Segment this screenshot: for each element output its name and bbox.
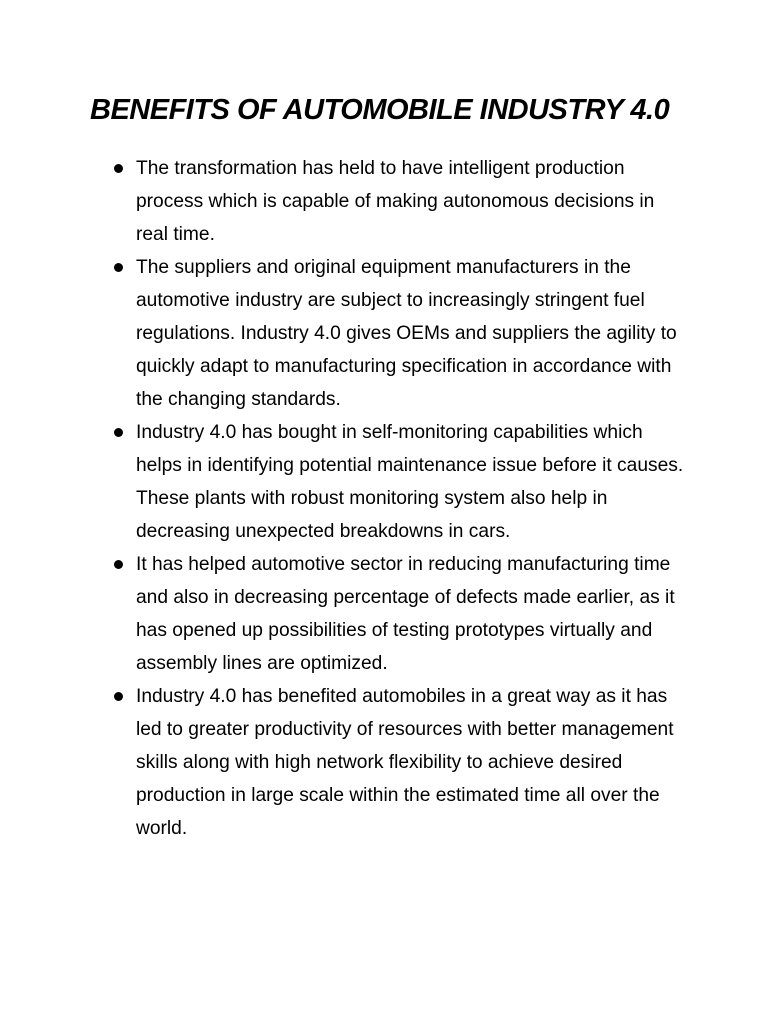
- bullet-list: [0, 152, 768, 845]
- bullet-item: [0, 680, 688, 845]
- bullet-icon: [114, 692, 123, 701]
- bullet-icon: [114, 263, 123, 272]
- bullet-item: [0, 416, 688, 548]
- bullet-item: [0, 251, 688, 416]
- document-title: BENEFITS OF AUTOMOBILE INDUSTRY 4.0: [90, 94, 670, 126]
- bullet-item: [0, 548, 688, 680]
- bullet-text: The suppliers and original equipment manufacturers in the automotive industry are subject to increasingly stringent fuel regulations. Industry 4.0 gives OEMs and suppliers the agility to quickly adapt to manufacturing specification in accordance with the changing standards.: [136, 257, 677, 410]
- bullet-text: The transformation has held to have intelligent production process which is capable of making autonomous decisions in real time.: [136, 158, 655, 245]
- bullet-icon: [114, 428, 123, 437]
- bullet-icon: [114, 164, 123, 173]
- bullet-text: Industry 4.0 has bought in self-monitoring capabilities which helps in identifying potential maintenance issue before it causes. These plants with robust monitoring system also help in decreasing unexpected breakdowns in cars.: [136, 422, 684, 542]
- bullet-item: [0, 152, 688, 251]
- bullet-icon: [114, 560, 123, 569]
- bullet-text: It has helped automotive sector in reducing manufacturing time and also in decreasing percentage of defects made earlier, as it has opened up possibilities of testing prototypes virtually and assembly lines are optimized.: [136, 554, 675, 674]
- bullet-text: Industry 4.0 has benefited automobiles in a great way as it has led to greater productivity of resources with better management skills along with high network flexibility to achieve desired production in large scale within the estimated time all over the world.: [136, 686, 674, 839]
